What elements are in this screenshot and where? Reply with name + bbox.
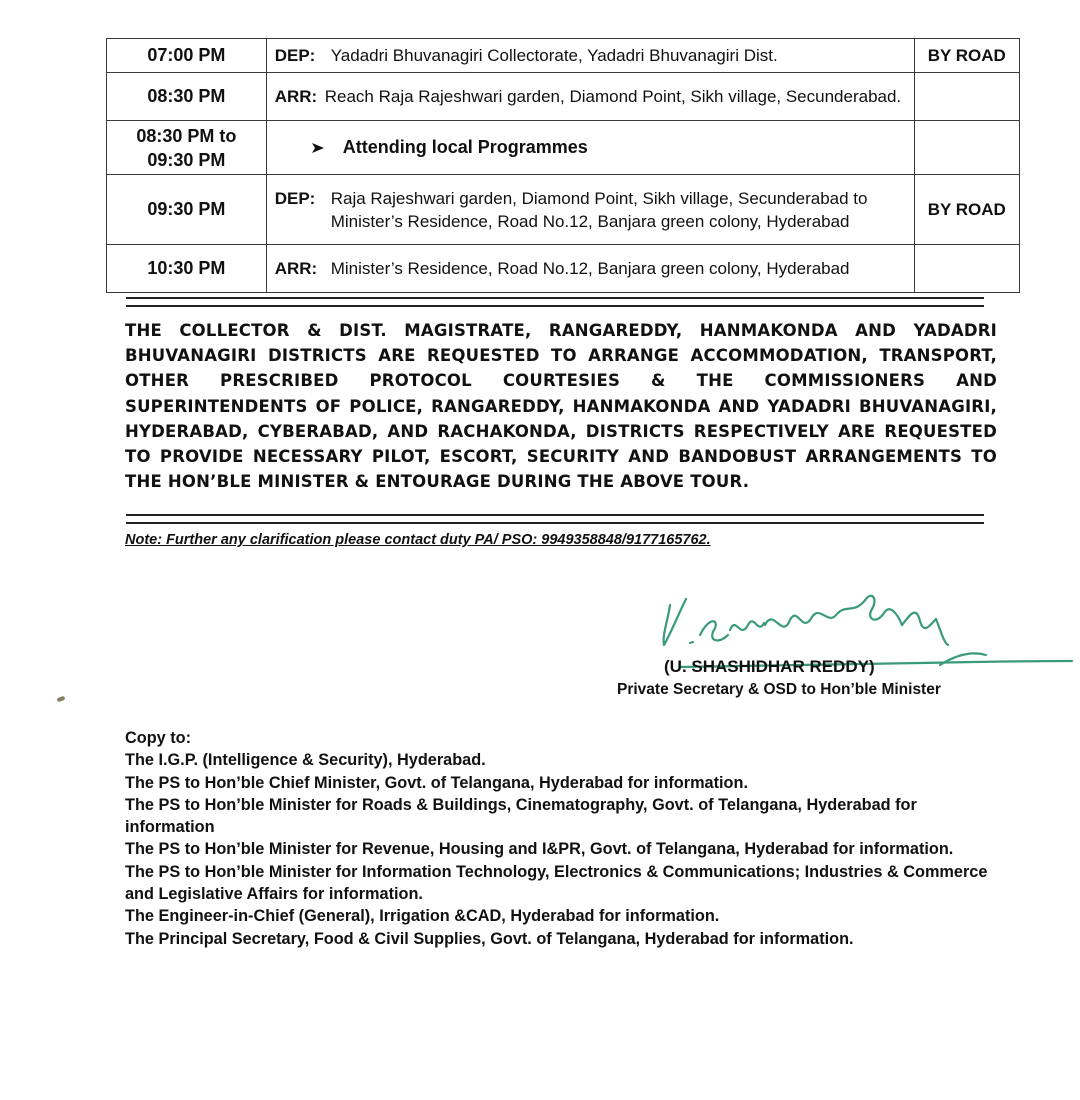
detail-text: Yadadri Bhuvanagiri Collectorate, Yadadri Bhuvanagiri Dist. — [330, 46, 778, 65]
arrow-bullet-icon — [311, 141, 325, 155]
schedule-row — [107, 175, 1020, 245]
schedule-row — [107, 39, 1020, 73]
time-text: 10:30 PM — [147, 258, 226, 278]
detail-text: Raja Rajeshwari garden, Diamond Point, Sikh village, Secunderabad to Minister’s Residence, Road No.12, Banjara green colony, Hyderabad — [330, 188, 868, 231]
contact-note: Note: Further any clarification please contact duty PA/ PSO: 9949358848/9177165762. — [125, 532, 711, 548]
schedule-details — [266, 245, 914, 293]
schedule-row — [107, 121, 1020, 175]
schedule-details — [266, 175, 914, 245]
copy-to-item: The I.G.P. (Intelligence & Security), Hyderabad. — [125, 751, 486, 770]
double-line-separator — [126, 297, 984, 307]
schedule-mode — [914, 121, 1019, 175]
copy-to-section — [125, 727, 1010, 950]
signatory-name: (U. SHASHIDHAR REDDY) — [664, 657, 875, 676]
request-paragraph: THE COLLECTOR & DIST. MAGISTRATE, RANGAREDDY, HANMAKONDA AND YADADRI BHUVANAGIRI DISTRICTS ARE REQUESTED TO ARRANGE ACCOMMODATION, TRANSPORT, OTHER PRESCRIBED PROTOCOL COURTESIES & THE COMMISSIONERS AND SUPERINTENDENTS OF POLICE, RANGAREDDY, HANMAKONDA AND YADADRI BHUVANAGIRI, HYDERABAD, CYBERABAD, AND RACHAKONDA, DISTRICTS RESPECTIVELY ARE REQUESTED TO PROVIDE NECESSARY PILOT, ESCORT, SECURITY AND BANDOBUST ARRANGEMENTS TO THE HON’BLE MINISTER & ENTOURAGE DURING THE ABOVE TOUR. — [125, 321, 997, 492]
schedule-row — [107, 245, 1020, 293]
schedule-time — [107, 245, 267, 293]
detail-text: Minister’s Residence, Road No.12, Banjara green colony, Hyderabad — [330, 259, 850, 278]
copy-to-item: The Principal Secretary, Food & Civil Supplies, Govt. of Telangana, Hyderabad for information. — [125, 929, 854, 948]
schedule-details — [266, 73, 914, 121]
detail-prefix: ARR: — [274, 259, 318, 278]
schedule-time — [107, 39, 267, 73]
detail-text: Reach Raja Rajeshwari garden, Diamond Point, Sikh village, Secunderabad. — [324, 87, 902, 106]
schedule-mode — [914, 245, 1019, 293]
copy-to-heading: Copy to: — [125, 729, 192, 747]
time-text: 07:00 PM — [147, 45, 226, 65]
signatory-title: Private Secretary & OSD to Hon’ble Minister — [617, 681, 941, 698]
time-text: 08:30 PM — [147, 86, 226, 106]
time-text: 08:30 PM to — [136, 125, 237, 146]
schedule-time — [107, 73, 267, 121]
double-line-separator — [126, 514, 984, 524]
schedule-row — [107, 73, 1020, 121]
detail-prefix: DEP: — [274, 46, 316, 65]
signature-image — [640, 585, 1080, 695]
copy-to-item: The PS to Hon’ble Chief Minister, Govt. of Telangana, Hyderabad for information. — [125, 773, 748, 792]
detail-prefix: DEP: — [274, 188, 316, 208]
time-text: 09:30 PM — [147, 149, 226, 170]
copy-to-item: The PS to Hon’ble Minister for Roads & Buildings, Cinematography, Govt. of Telangana, Hyderabad for information — [125, 795, 917, 837]
copy-to-item: The Engineer-in-Chief (General), Irrigation &CAD, Hyderabad for information. — [125, 907, 720, 926]
programme-text: Attending local Programmes — [342, 137, 588, 157]
copy-to-item: The PS to Hon’ble Minister for Revenue, Housing and I&PR, Govt. of Telangana, Hyderabad for information. — [125, 840, 954, 859]
copy-to-item: The PS to Hon’ble Minister for Information Technology, Electronics & Communications; Industries & Commerce and Legislative Affairs for information. — [125, 862, 988, 904]
scan-speck — [57, 696, 66, 702]
schedule-time — [107, 121, 267, 175]
schedule-mode: BY ROAD — [914, 175, 1019, 245]
schedule-mode: BY ROAD — [914, 39, 1019, 73]
schedule-time — [107, 175, 267, 245]
schedule-details — [266, 121, 914, 175]
time-text: 09:30 PM — [147, 199, 226, 219]
schedule-details — [266, 39, 914, 73]
detail-prefix: ARR: — [274, 87, 318, 106]
schedule-mode — [914, 73, 1019, 121]
tour-schedule-table — [106, 38, 1020, 293]
